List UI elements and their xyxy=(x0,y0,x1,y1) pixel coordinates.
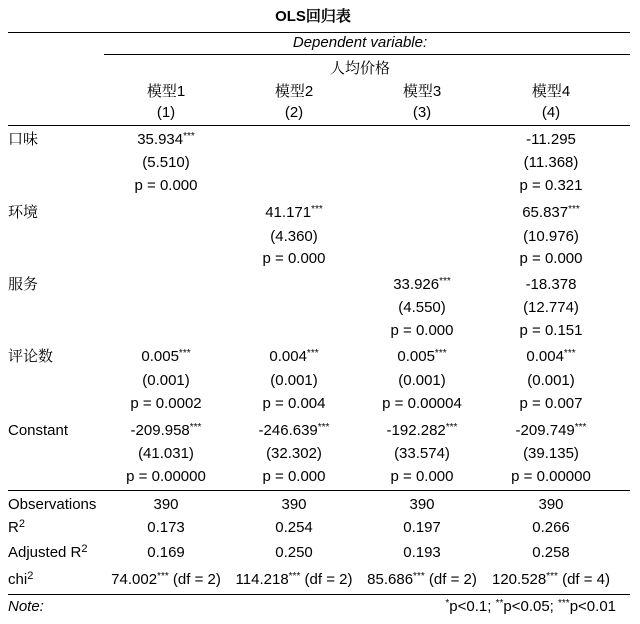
coef-estimate xyxy=(393,276,451,294)
note-threshold: p<0.05; xyxy=(503,598,554,615)
standard-error: (32.302) xyxy=(266,445,322,462)
chi2-value xyxy=(367,571,477,589)
coef-estimate xyxy=(526,348,575,366)
estimate-value: -209.958 xyxy=(130,422,190,439)
standard-error: (11.368) xyxy=(523,154,579,171)
p-value: p = 0.00000 xyxy=(511,468,591,485)
p-value: p = 0.000 xyxy=(262,468,326,485)
estimate-value: -192.282 xyxy=(386,422,446,439)
chi2-statistic: 120.528 xyxy=(491,571,547,588)
stat-label-text: chi xyxy=(8,571,28,588)
chi2-statistic: 74.002 xyxy=(111,571,158,588)
chi2-df: (df = 4) xyxy=(562,571,611,588)
estimate-value: 65.837 xyxy=(522,204,569,221)
stat-value: 0.258 xyxy=(532,544,570,561)
coef-estimate xyxy=(137,131,195,149)
chi2-statistic: 85.686 xyxy=(367,571,414,588)
stat-value: 390 xyxy=(281,496,307,513)
p-value: p = 0.000 xyxy=(390,468,454,485)
standard-error: (41.031) xyxy=(138,445,194,462)
estimate-value: -11.295 xyxy=(526,131,576,148)
p-value: p = 0.000 xyxy=(262,250,326,267)
significance-stars: *** xyxy=(317,422,330,433)
coef-estimate xyxy=(526,276,577,294)
significance-stars: *** xyxy=(306,348,319,359)
significance-stars: ** xyxy=(495,598,504,609)
note-label: Note: xyxy=(8,598,44,615)
header-rule xyxy=(8,125,630,126)
stat-label-adjusted-r2 xyxy=(8,544,88,562)
superscript: 2 xyxy=(18,518,25,530)
standard-error: (0.001) xyxy=(270,372,318,389)
standard-error: (0.001) xyxy=(398,372,446,389)
coef-estimate xyxy=(269,348,318,366)
p-value: p = 0.0002 xyxy=(130,395,202,412)
coef-estimate xyxy=(397,348,446,366)
estimate-value: -209.749 xyxy=(515,422,575,439)
significance-stars: *** xyxy=(546,571,558,582)
significance-stars: *** xyxy=(183,131,195,142)
p-value: p = 0.004 xyxy=(262,395,326,412)
stat-value: 0.250 xyxy=(275,544,313,561)
stat-value: 0.254 xyxy=(275,519,313,536)
p-value: p = 0.00000 xyxy=(126,468,206,485)
coef-estimate xyxy=(265,204,323,222)
standard-error: (33.574) xyxy=(394,445,450,462)
significance-stars: *** xyxy=(413,571,425,582)
row-label: 环境 xyxy=(8,204,39,221)
coef-estimate xyxy=(526,131,576,149)
estimate-value: 0.005 xyxy=(141,348,179,365)
estimate-value: 0.004 xyxy=(269,348,307,365)
model-name: 模型2 xyxy=(274,83,314,100)
estimate-value: 35.934 xyxy=(137,131,184,148)
stat-label-text: R xyxy=(8,519,19,536)
standard-error: (4.360) xyxy=(270,228,318,245)
estimate-value: 33.926 xyxy=(393,276,440,293)
standard-error: (39.135) xyxy=(523,445,579,462)
standard-error: (0.001) xyxy=(142,372,190,389)
table-title: OLS回归表 xyxy=(275,8,351,25)
p-value: p = 0.00004 xyxy=(382,395,462,412)
coef-estimate xyxy=(131,422,202,440)
model-number: (2) xyxy=(284,104,304,121)
standard-error: (12.774) xyxy=(523,299,579,316)
note-threshold: p<0.01 xyxy=(569,598,616,615)
stat-value: 0.173 xyxy=(147,519,185,536)
row-label: 服务 xyxy=(8,276,39,293)
row-label: Constant xyxy=(8,422,69,439)
significance-stars: *** xyxy=(311,204,323,215)
significance-stars: * xyxy=(445,598,450,609)
chi2-df: (df = 2) xyxy=(428,571,477,588)
standard-error: (10.976) xyxy=(523,228,579,245)
estimate-value: -246.639 xyxy=(258,422,318,439)
stat-value: 0.169 xyxy=(147,544,185,561)
significance-stars: *** xyxy=(568,204,580,215)
stat-value: 0.197 xyxy=(403,519,441,536)
p-value: p = 0.321 xyxy=(519,177,583,194)
stat-value: 0.193 xyxy=(403,544,441,561)
estimate-value: 0.005 xyxy=(397,348,435,365)
p-value: p = 0.000 xyxy=(134,177,198,194)
model-number: (4) xyxy=(541,104,561,121)
significance-stars: *** xyxy=(189,422,202,433)
stat-value: 390 xyxy=(153,496,179,513)
significance-stars: *** xyxy=(445,422,458,433)
estimate-value: -18.378 xyxy=(525,276,577,293)
stat-value: 390 xyxy=(538,496,564,513)
significance-note xyxy=(445,598,616,616)
model-name: 模型1 xyxy=(146,83,186,100)
p-value: p = 0.151 xyxy=(519,322,583,339)
chi2-value xyxy=(236,571,353,589)
superscript: 2 xyxy=(81,543,88,555)
bottom-rule xyxy=(8,594,630,595)
standard-error: (5.510) xyxy=(142,154,190,171)
significance-stars: *** xyxy=(434,348,447,359)
coef-estimate xyxy=(522,204,580,222)
superscript: 2 xyxy=(27,570,34,582)
stat-value: 390 xyxy=(409,496,435,513)
chi2-df: (df = 2) xyxy=(304,571,353,588)
model-name: 模型4 xyxy=(531,83,571,100)
standard-error: (0.001) xyxy=(527,372,575,389)
chi2-value xyxy=(492,571,610,589)
row-label: 口味 xyxy=(8,131,39,148)
chi2-value xyxy=(111,571,221,589)
estimate-value: 41.171 xyxy=(265,204,312,221)
stat-label-r2 xyxy=(8,519,25,537)
estimate-value: 0.004 xyxy=(526,348,564,365)
coefficients-rule xyxy=(8,490,630,491)
standard-error: (4.550) xyxy=(398,299,446,316)
model-number: (3) xyxy=(412,104,432,121)
stat-label-text: Adjusted R xyxy=(8,544,82,561)
p-value: p = 0.000 xyxy=(519,250,583,267)
stat-label-chi2 xyxy=(8,571,33,589)
p-value: p = 0.007 xyxy=(519,395,583,412)
dependent-variable-rule xyxy=(104,54,630,55)
coef-estimate xyxy=(141,348,190,366)
coef-estimate xyxy=(259,422,330,440)
top-rule xyxy=(8,32,630,33)
coef-estimate xyxy=(516,422,587,440)
significance-stars: *** xyxy=(178,348,191,359)
p-value: p = 0.000 xyxy=(390,322,454,339)
stat-value: 0.266 xyxy=(532,519,570,536)
dependent-variable-caption: Dependent variable: xyxy=(292,34,428,51)
coef-estimate xyxy=(387,422,458,440)
significance-stars: *** xyxy=(574,422,587,433)
significance-stars: *** xyxy=(563,348,576,359)
significance-stars: *** xyxy=(558,598,570,609)
dependent-variable-name: 人均价格 xyxy=(329,60,391,77)
significance-stars: *** xyxy=(157,571,169,582)
stat-label-observations: Observations xyxy=(8,496,97,513)
chi2-df: (df = 2) xyxy=(172,571,221,588)
chi2-statistic: 114.218 xyxy=(235,571,289,588)
significance-stars: *** xyxy=(288,571,301,582)
row-label: 评论数 xyxy=(8,348,54,365)
note-threshold: p<0.1; xyxy=(449,598,492,615)
model-name: 模型3 xyxy=(402,83,442,100)
model-number: (1) xyxy=(156,104,176,121)
significance-stars: *** xyxy=(439,276,451,287)
